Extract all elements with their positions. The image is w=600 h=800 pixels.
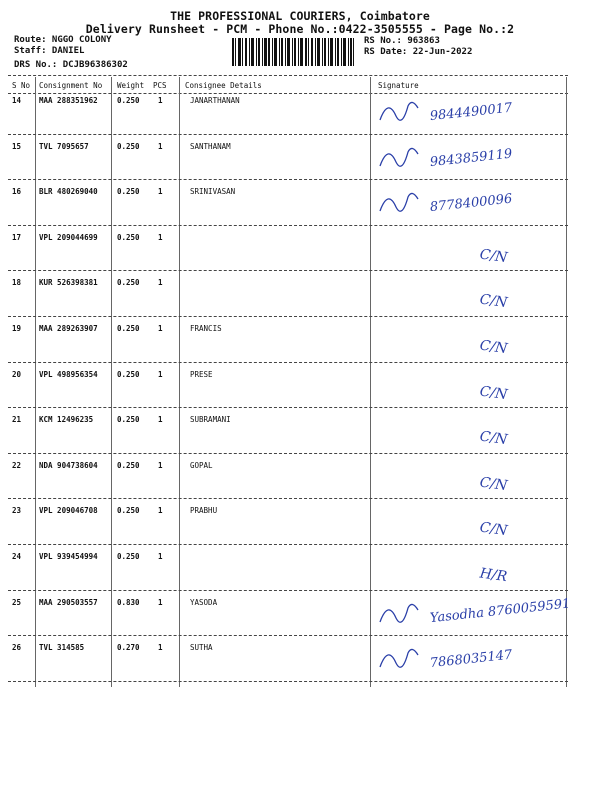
handwritten-signature xyxy=(370,90,570,140)
row-rule xyxy=(8,453,568,454)
col-header-consignment: Consignment No xyxy=(39,81,103,90)
route-label: Route: NGGO COLONY xyxy=(14,35,112,45)
cell-sno: 20 xyxy=(12,369,22,379)
signature-scribble xyxy=(380,604,418,622)
row-rule xyxy=(8,225,568,226)
handwritten-signature xyxy=(370,272,570,322)
handwritten-signature xyxy=(370,455,570,505)
cell-consignment: VPL 498956354 xyxy=(39,369,98,379)
row-rule xyxy=(8,590,568,591)
cell-consignment: BLR 480269040 xyxy=(39,187,98,197)
row-rule xyxy=(8,407,568,408)
cell-consignee: SUBRAMANI xyxy=(190,415,231,425)
cell-sno: 15 xyxy=(12,141,22,151)
handwritten-signature xyxy=(370,136,570,186)
handwritten-signature xyxy=(370,500,570,550)
row-rule xyxy=(8,270,568,271)
signature-text: 9843859119 xyxy=(429,146,514,170)
cell-pcs: 1 xyxy=(158,96,163,105)
cell-sno: 24 xyxy=(12,552,22,561)
cell-pcs: 1 xyxy=(158,324,163,333)
cell-weight: 0.250 xyxy=(117,324,140,333)
cell-consignment: TVL 314585 xyxy=(39,643,85,653)
cell-weight: 0.830 xyxy=(117,597,140,607)
row-rule xyxy=(8,681,568,682)
signature-text: 8778400096 xyxy=(429,191,514,216)
cell-sno: 18 xyxy=(12,278,22,288)
handwritten-signature xyxy=(370,637,570,687)
cell-pcs: 1 xyxy=(158,278,163,288)
cell-pcs: 1 xyxy=(158,643,163,653)
cell-weight: 0.250 xyxy=(117,187,140,197)
signature-scribble xyxy=(380,194,418,212)
cell-weight: 0.250 xyxy=(117,415,140,425)
row-rule xyxy=(8,134,568,135)
cell-pcs: 1 xyxy=(158,415,163,425)
signature-text: C/N xyxy=(478,337,509,358)
cell-consignee: SANTHANAM xyxy=(190,141,231,151)
cell-pcs: 1 xyxy=(158,506,163,516)
col-header-weight: Weight xyxy=(117,81,145,90)
cell-weight: 0.250 xyxy=(117,369,140,379)
cell-consignment: VPL 939454994 xyxy=(39,552,98,561)
company-title: THE PROFESSIONAL COURIERS, Coimbatore xyxy=(170,9,430,23)
cell-consignee: SUTHA xyxy=(190,643,213,653)
rs-number: RS No.: 963863 xyxy=(364,36,440,46)
cell-sno: 22 xyxy=(12,460,22,470)
barcode xyxy=(232,38,354,66)
cell-pcs: 1 xyxy=(158,552,163,561)
signature-text: C/N xyxy=(478,246,509,266)
row-rule xyxy=(8,362,568,363)
cell-sno: 25 xyxy=(12,597,22,607)
signature-text: H/R xyxy=(478,565,509,586)
cell-consignment: KUR 526398381 xyxy=(39,278,98,288)
cell-weight: 0.250 xyxy=(117,141,140,151)
cell-sno: 21 xyxy=(12,415,22,425)
cell-sno: 14 xyxy=(12,96,22,105)
signature-scribble xyxy=(380,650,418,668)
row-rule xyxy=(8,316,568,317)
cell-weight: 0.250 xyxy=(117,460,140,470)
signature-scribble xyxy=(380,102,418,120)
handwritten-signature xyxy=(370,227,570,277)
row-rule xyxy=(8,498,568,499)
rs-date: RS Date: 22-Jun-2022 xyxy=(364,47,473,57)
cell-consignment: KCM 12496235 xyxy=(39,415,94,425)
row-rule xyxy=(8,635,568,636)
cell-weight: 0.250 xyxy=(117,96,140,105)
signature-text: Yasodha 8760059591 xyxy=(429,596,570,626)
runsheet-title: Delivery Runsheet - PCM - Phone No.:0422-3505555 - Page No.:2 xyxy=(85,22,515,36)
cell-consignment: MAA 288351962 xyxy=(39,96,98,105)
cell-consignment: NDA 904738604 xyxy=(39,460,98,470)
row-rule xyxy=(8,179,568,180)
signature-text: C/N xyxy=(478,383,509,403)
cell-pcs: 1 xyxy=(158,460,163,470)
cell-sno: 26 xyxy=(12,643,22,653)
cell-consignee: YASODA xyxy=(190,597,218,607)
signature-scribble xyxy=(380,148,418,166)
cell-weight: 0.250 xyxy=(117,552,140,561)
cell-consignment: TVL 7095657 xyxy=(39,141,89,151)
signature-text: C/N xyxy=(478,474,509,494)
cell-consignee: GOPAL xyxy=(190,460,213,470)
col-header-pcs: PCS xyxy=(153,81,167,90)
cell-consignment: VPL 209044699 xyxy=(39,232,98,242)
signature-text: C/N xyxy=(478,428,509,449)
cell-weight: 0.270 xyxy=(117,643,140,653)
cell-pcs: 1 xyxy=(158,141,163,151)
handwritten-signature xyxy=(370,364,570,414)
table-top-rule xyxy=(8,75,568,76)
cell-consignee: PRESE xyxy=(190,369,213,379)
col-header-sno: S No xyxy=(12,81,31,90)
cell-weight: 0.250 xyxy=(117,278,140,288)
handwritten-signature xyxy=(370,546,570,596)
column-divider xyxy=(35,77,36,687)
cell-consignment: VPL 209046708 xyxy=(39,506,98,516)
cell-consignee: JANARTHANAN xyxy=(190,96,240,105)
column-divider xyxy=(111,77,112,687)
drs-number: DRS No.: DCJB96386302 xyxy=(14,60,128,70)
row-rule xyxy=(8,544,568,545)
cell-sno: 23 xyxy=(12,506,22,516)
cell-consignment: MAA 289263907 xyxy=(39,324,98,333)
cell-pcs: 1 xyxy=(158,232,163,242)
staff-label: Staff: DANIEL xyxy=(14,46,85,56)
cell-weight: 0.250 xyxy=(117,506,140,516)
cell-consignee: PRABHU xyxy=(190,506,218,516)
cell-consignee: SRINIVASAN xyxy=(190,187,236,197)
signature-text: 7868035147 xyxy=(429,647,514,672)
col-header-signature: Signature xyxy=(378,81,419,90)
cell-sno: 16 xyxy=(12,187,22,197)
handwritten-signature xyxy=(370,181,570,231)
cell-sno: 19 xyxy=(12,324,22,333)
cell-pcs: 1 xyxy=(158,597,163,607)
handwritten-signature xyxy=(370,592,570,642)
signature-text: C/N xyxy=(478,519,509,540)
cell-consignee: FRANCIS xyxy=(190,324,222,333)
col-header-consignee: Consignee Details xyxy=(185,81,262,90)
cell-consignment: MAA 290503557 xyxy=(39,597,98,607)
signature-text: C/N xyxy=(478,291,509,312)
handwritten-signature xyxy=(370,318,570,368)
cell-pcs: 1 xyxy=(158,369,163,379)
column-divider xyxy=(179,77,180,687)
handwritten-signature xyxy=(370,409,570,459)
signature-text: 9844490017 xyxy=(429,100,514,125)
cell-pcs: 1 xyxy=(158,187,163,197)
cell-sno: 17 xyxy=(12,232,22,242)
cell-weight: 0.250 xyxy=(117,232,140,242)
